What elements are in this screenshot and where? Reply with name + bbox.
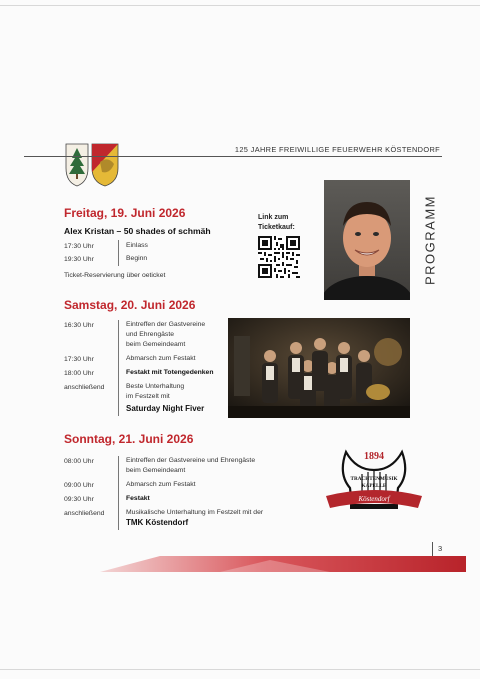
band-name: Saturday Night Fiver xyxy=(126,404,205,413)
text-saturday-2: Abmarsch zum Festakt xyxy=(126,355,196,362)
time-friday-2: 19:30 Uhr xyxy=(64,256,94,263)
text-saturday-1 xyxy=(126,320,205,350)
band-illustration xyxy=(228,318,410,418)
text-sunday-4-line2: TMK Köstendorf xyxy=(126,518,189,527)
time-sunday-1: 08:00 Uhr xyxy=(64,458,94,465)
time-friday-1: 17:30 Uhr xyxy=(64,243,94,250)
municipal-crest-icon xyxy=(64,142,120,188)
text-saturday-4-line2: im Festzelt mit xyxy=(126,393,170,400)
text-saturday-4 xyxy=(126,382,204,414)
day-title-friday: Freitag, 19. Juni 2026 xyxy=(64,206,186,220)
time-saturday-4: anschließend xyxy=(64,384,105,391)
text-sunday-3: Festakt xyxy=(126,495,150,502)
band-photo xyxy=(228,318,410,418)
qr-code-icon[interactable] xyxy=(258,236,300,278)
logo-line1: TRACHTENMUSIK xyxy=(350,476,398,482)
day-title-sunday: Sonntag, 21. Juni 2026 xyxy=(64,432,194,446)
page-number: 3 xyxy=(438,544,443,553)
artist-portrait xyxy=(324,180,410,300)
text-saturday-1-line1: Eintreffen der Gastvereine xyxy=(126,321,206,328)
divider-friday xyxy=(118,240,119,266)
text-sunday-1 xyxy=(126,456,255,476)
text-sunday-4-line1: Musikalische Unterhaltung im Festzelt mit der xyxy=(126,509,264,516)
footer-red-band xyxy=(100,556,466,572)
divider-sunday xyxy=(118,456,119,530)
time-saturday-2: 17:30 Uhr xyxy=(64,356,94,363)
text-sunday-2: Abmarsch zum Festakt xyxy=(126,481,196,488)
ticket-note: Ticket-Reservierung über oeticket xyxy=(64,272,166,279)
text-sunday-1-line2: beim Gemeindeamt xyxy=(126,467,186,474)
side-label-container xyxy=(410,180,450,300)
scan-edge-bottom xyxy=(0,669,480,670)
scan-edge-top xyxy=(0,5,480,6)
text-sunday-1-line1: Eintreffen der Gastvereine und Ehrengäste xyxy=(126,457,256,464)
time-saturday-3: 18:00 Uhr xyxy=(64,370,94,377)
text-sunday-4 xyxy=(126,508,263,528)
text-saturday-1-line3: beim Gemeindeamt xyxy=(126,341,186,348)
header-title: 125 JAHRE FREIWILLIGE FEUERWEHR KÖSTENDORF xyxy=(234,145,440,154)
event-subtitle-friday: Alex Kristan – 50 shades of schmäh xyxy=(64,226,211,236)
page-number-divider xyxy=(432,542,433,556)
divider-saturday xyxy=(118,320,119,416)
text-saturday-3: Festakt mit Totengedenken xyxy=(126,369,214,376)
ticket-label-line1: Link zum xyxy=(258,214,289,221)
text-saturday-1-line2: und Ehrengäste xyxy=(126,331,174,338)
portrait-illustration xyxy=(324,180,410,300)
time-sunday-2: 09:00 Uhr xyxy=(64,482,94,489)
time-sunday-3: 09:30 Uhr xyxy=(64,496,94,503)
day-title-saturday: Samstag, 20. Juni 2026 xyxy=(64,298,196,312)
side-label: PROGRAMM xyxy=(422,195,438,285)
text-saturday-4-line1: Beste Unterhaltung xyxy=(126,383,185,390)
logo-ribbon: Köstendorf xyxy=(358,495,390,503)
time-saturday-1: 16:30 Uhr xyxy=(64,322,94,329)
text-friday-1: Einlass xyxy=(126,242,148,249)
logo-year: 1894 xyxy=(364,451,384,462)
music-band-logo-icon xyxy=(320,444,428,524)
text-friday-2: Beginn xyxy=(126,255,148,262)
logo-line2: KAPELLE xyxy=(361,483,387,489)
header-rule xyxy=(24,156,442,157)
ticket-label xyxy=(258,213,295,233)
time-sunday-4: anschließend xyxy=(64,510,105,517)
ticket-label-line2: Ticketkauf: xyxy=(258,224,295,231)
